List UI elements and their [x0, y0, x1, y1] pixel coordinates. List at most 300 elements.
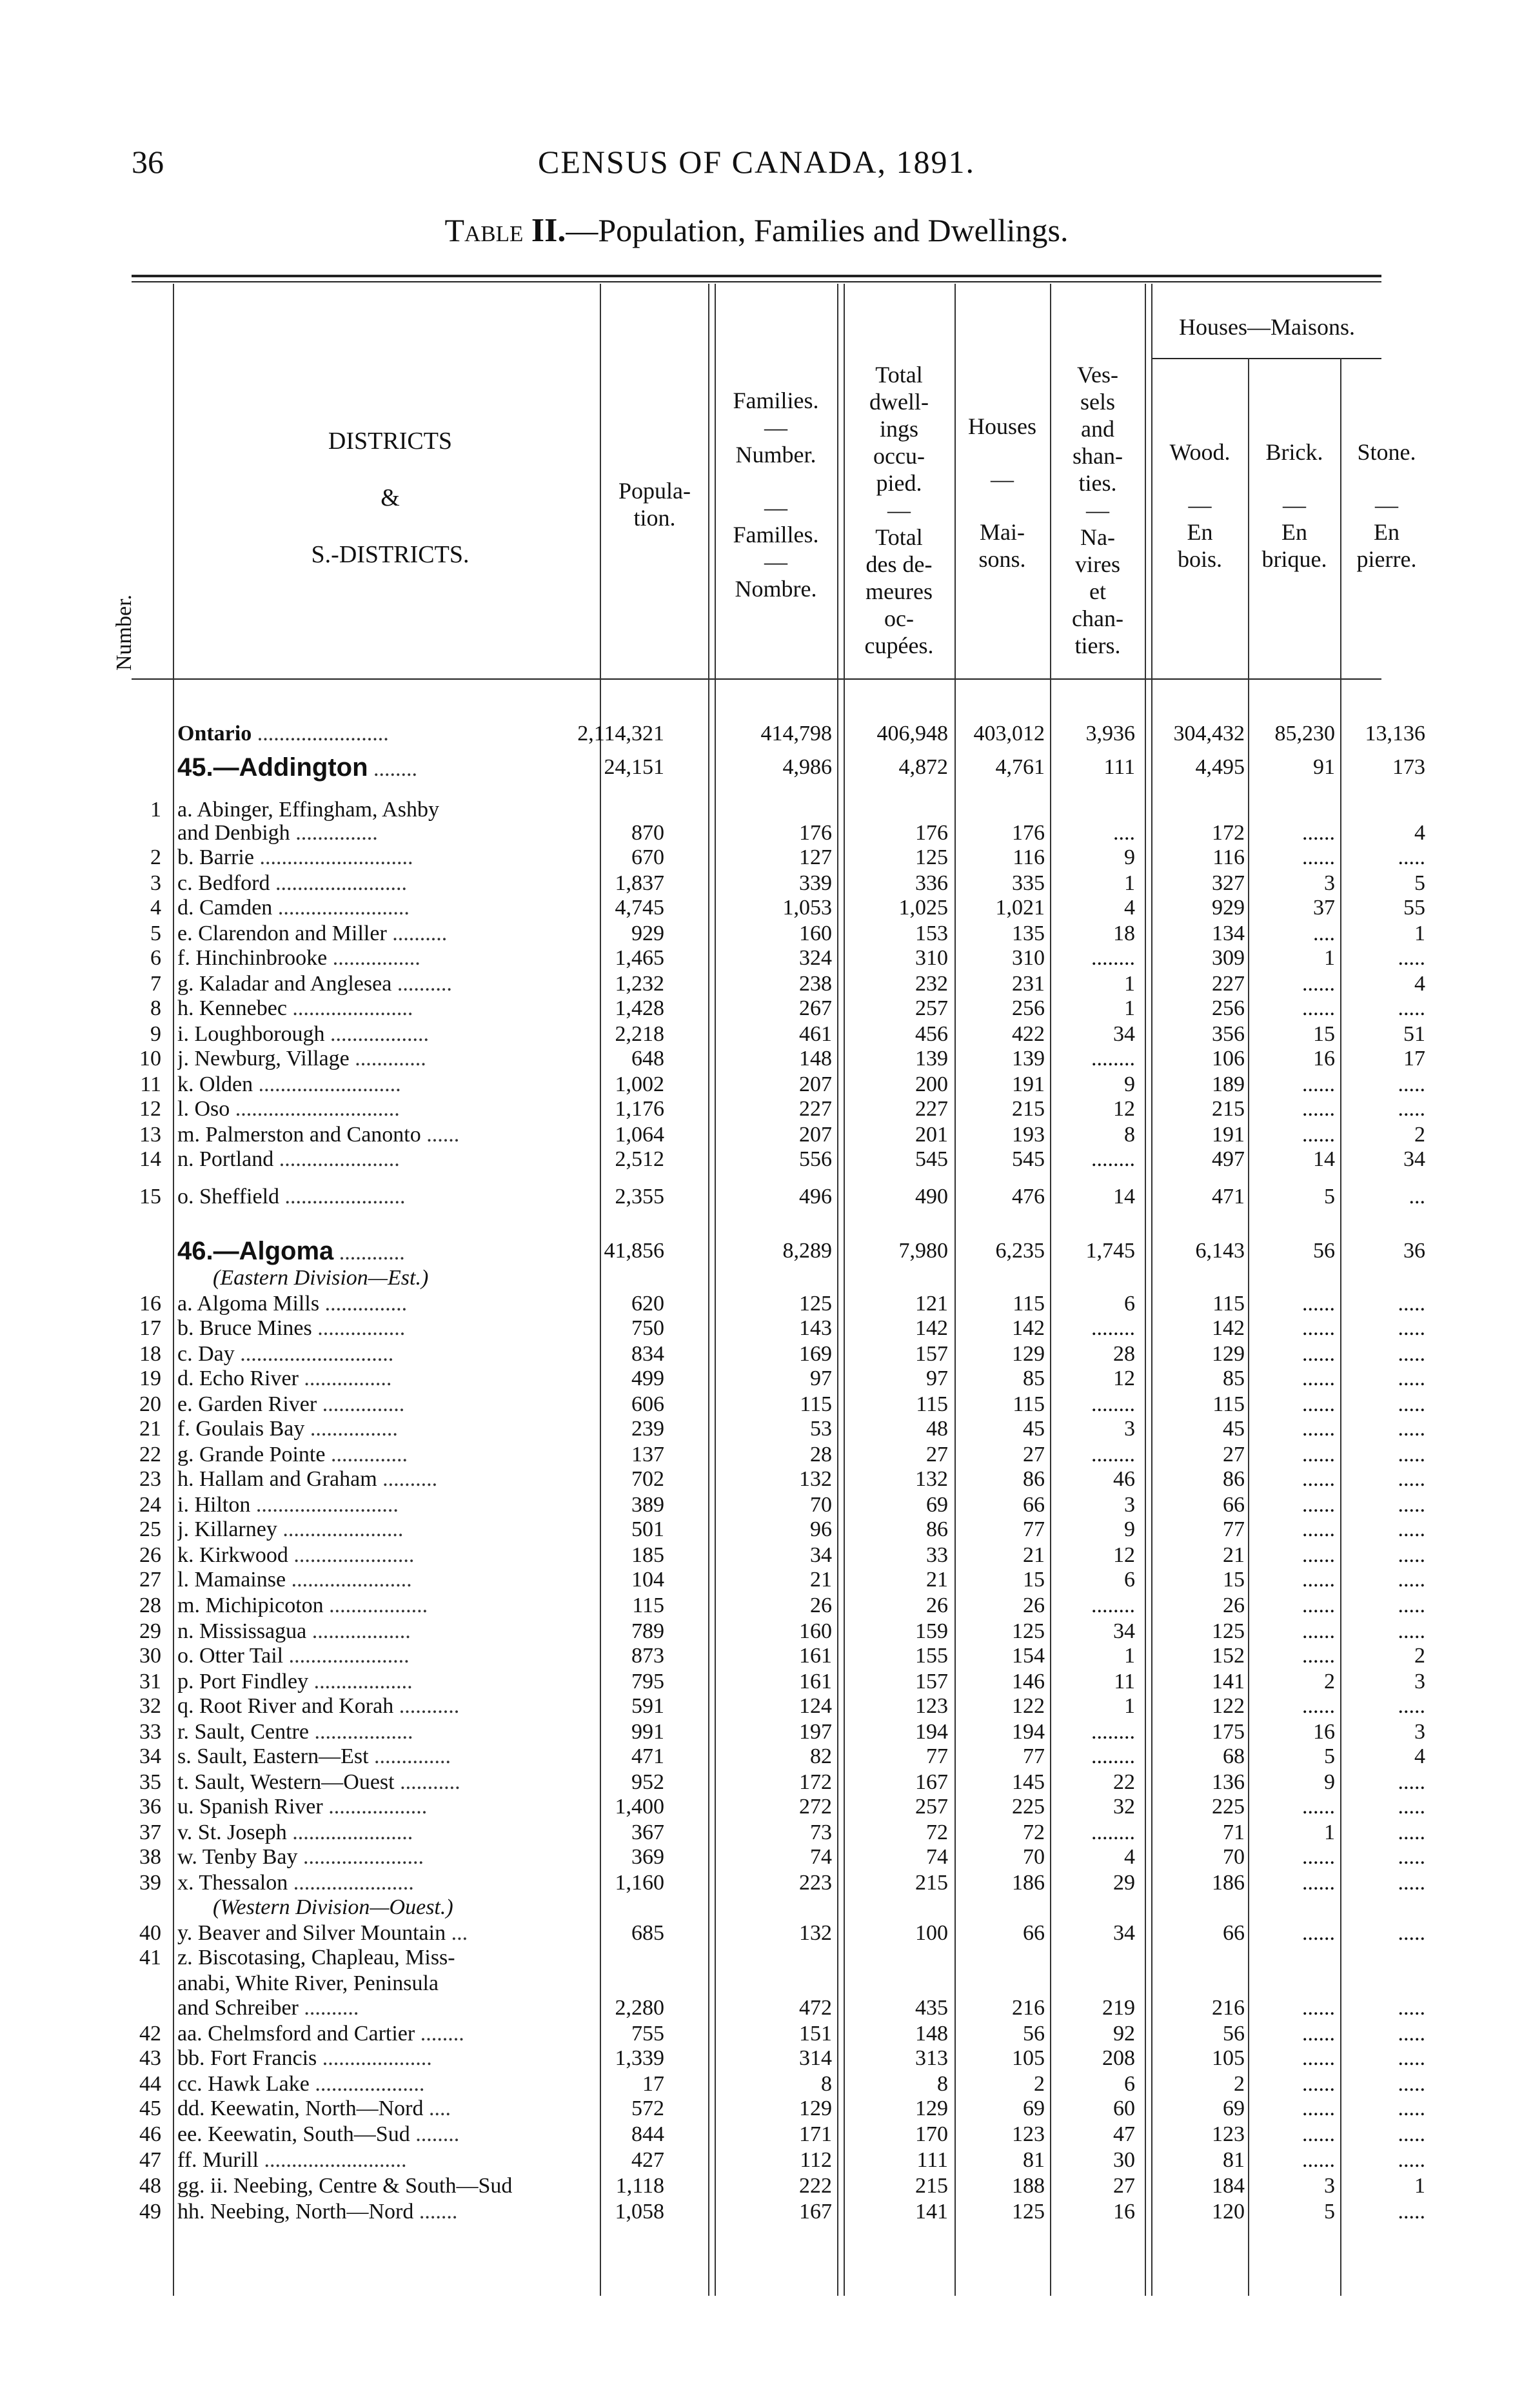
cell-name: j. Killarney ...................... [177, 1517, 404, 1541]
cell-brick: ...... [1302, 1292, 1335, 1316]
cell-stone: ..... [1398, 1443, 1425, 1466]
cell-dw: 148 [915, 2022, 948, 2046]
cell-wood: 172 [1212, 821, 1245, 845]
cell-no: 12 [139, 1097, 161, 1121]
cell-fam: 34 [810, 1543, 832, 1567]
cell-dw: 21 [926, 1568, 948, 1592]
cell-pop: 1,232 [615, 972, 664, 996]
cell-hs: 85 [1023, 1367, 1045, 1390]
table-row [0, 1466, 1513, 1492]
cell-ves: 18 [1113, 922, 1135, 945]
cell-wood: 86 [1223, 1467, 1245, 1491]
cell-hs: 154 [1012, 1644, 1045, 1668]
dwellings-header: Total dwell- ings occu- pied. — Total des de- meures oc- cupées. [864, 362, 934, 658]
cell-name: 45.—Addington ........ [177, 755, 418, 782]
cell-ves: 34 [1113, 1921, 1135, 1945]
cell-fam: 160 [799, 922, 832, 945]
cell-wood: 71 [1223, 1821, 1245, 1844]
table-row [0, 2071, 1513, 2097]
top-rule-thin [132, 281, 1381, 282]
cell-fam: 169 [799, 1342, 832, 1366]
table-row [0, 1971, 1513, 1997]
cell-name: e. Garden River ............... [177, 1392, 405, 1416]
cell-dw: 1,025 [898, 896, 948, 920]
cell-ves: 11 [1114, 1670, 1135, 1693]
cell-pop: 1,428 [615, 996, 664, 1020]
cell-no: 48 [139, 2174, 161, 2198]
cell-ves: 46 [1113, 1467, 1135, 1491]
cell-ves: 32 [1113, 1795, 1135, 1819]
cell-ves: ........ [1091, 1594, 1135, 1617]
cell-ves: 12 [1113, 1543, 1135, 1567]
cell-hs: 145 [1012, 1770, 1045, 1794]
cell-wood: 184 [1212, 2174, 1245, 2198]
cell-wood: 129 [1212, 1342, 1245, 1366]
cell-brick: 16 [1313, 1720, 1335, 1744]
cell-hs: 142 [1012, 1316, 1045, 1340]
cell-no: 28 [139, 1594, 161, 1617]
cell-wood: 215 [1212, 1097, 1245, 1121]
cell-stone: 2 [1414, 1644, 1425, 1668]
cell-wood: 26 [1223, 1594, 1245, 1617]
top-rule [132, 275, 1381, 277]
cell-name: b. Barrie ............................ [177, 845, 413, 869]
cell-no: 5 [150, 922, 161, 945]
cell-no: 35 [139, 1770, 161, 1794]
table-row [0, 1517, 1513, 1543]
cell-brick: 14 [1313, 1147, 1335, 1171]
cell-ves: 14 [1113, 1185, 1135, 1209]
cell-no: 14 [139, 1147, 161, 1171]
cell-no: 9 [150, 1022, 161, 1046]
cell-stone: ..... [1398, 1568, 1425, 1592]
cell-ves: 12 [1113, 1097, 1135, 1121]
table-row [0, 1820, 1513, 1846]
cell-wood: 327 [1212, 871, 1245, 895]
cell-brick: 56 [1313, 1239, 1335, 1263]
cell-wood: 125 [1212, 1619, 1245, 1643]
cell-name: f. Goulais Bay ................ [177, 1417, 398, 1441]
table-row [0, 820, 1513, 846]
cell-brick: 85,230 [1274, 722, 1335, 745]
cell-ves: 111 [1103, 755, 1135, 779]
cell-fam: 143 [799, 1316, 832, 1340]
cell-hs: 194 [1012, 1720, 1045, 1744]
cell-ves: ........ [1091, 1047, 1135, 1071]
table-row [0, 1870, 1513, 1896]
cell-pop: 389 [631, 1493, 664, 1517]
cell-ves: ........ [1091, 1392, 1135, 1416]
cell-dw: 69 [926, 1493, 948, 1517]
cell-no: 37 [139, 1821, 161, 1844]
cell-pop: 185 [631, 1543, 664, 1567]
cell-hs: 81 [1023, 2148, 1045, 2172]
cell-pop: 137 [631, 1443, 664, 1466]
cell-pop: 17 [642, 2072, 664, 2096]
cell-fam: 556 [799, 1147, 832, 1171]
cell-fam: 461 [799, 1022, 832, 1046]
cell-name: n. Portland ...................... [177, 1147, 400, 1171]
cell-wood: 115 [1212, 1292, 1245, 1316]
cell-stone: ..... [1398, 1072, 1425, 1096]
cell-stone: ..... [1398, 1770, 1425, 1794]
cell-name: l. Mamainse ...................... [177, 1568, 412, 1592]
cell-pop: 670 [631, 845, 664, 869]
cell-name: p. Port Findley .................. [177, 1670, 413, 1693]
table-row [0, 996, 1513, 1021]
cell-wood: 216 [1212, 1996, 1245, 2020]
cell-fam: 167 [799, 2200, 832, 2224]
cell-pop: 572 [631, 2097, 664, 2120]
cell-ves: ........ [1091, 1316, 1135, 1340]
cell-dw: 141 [915, 2200, 948, 2224]
table-row [0, 1543, 1513, 1568]
cell-no: 6 [150, 946, 161, 970]
cell-stone: 17 [1403, 1047, 1425, 1071]
cell-dw: 74 [926, 1845, 948, 1869]
cell-dw: 8 [937, 2072, 948, 2096]
brick-header: Brick. — En brique. [1261, 439, 1327, 572]
cell-hs: 105 [1012, 2046, 1045, 2070]
cell-stone: ..... [1398, 2122, 1425, 2146]
cell-dw: 336 [915, 871, 948, 895]
cell-brick: ...... [1302, 2148, 1335, 2172]
cell-pop: 2,355 [615, 1185, 664, 1209]
cell-stone: ..... [1398, 1996, 1425, 2020]
cell-name: o. Sheffield ...................... [177, 1185, 406, 1209]
cell-hs: 72 [1023, 1821, 1045, 1844]
cell-ves: 3,936 [1085, 722, 1135, 745]
cell-hs: 135 [1012, 922, 1045, 945]
cell-hs: 116 [1013, 845, 1045, 869]
table-row [0, 1619, 1513, 1644]
cell-pop: 991 [631, 1720, 664, 1744]
cell-hs: 122 [1012, 1694, 1045, 1718]
cell-ves: .... [1113, 821, 1135, 845]
table-row [0, 1920, 1513, 1946]
cell-stone: ..... [1398, 2072, 1425, 2096]
cell-name: a. Algoma Mills ............... [177, 1292, 408, 1316]
cell-pop: 591 [631, 1694, 664, 1718]
cell-pop: 620 [631, 1292, 664, 1316]
cell-wood: 142 [1212, 1316, 1245, 1340]
cell-ves: 1 [1124, 972, 1135, 996]
cell-wood: 123 [1212, 2122, 1245, 2146]
cell-dw: 155 [915, 1644, 948, 1668]
cell-wood: 141 [1212, 1670, 1245, 1693]
cell-hs: 193 [1012, 1123, 1045, 1147]
cell-fam: 267 [799, 996, 832, 1020]
cell-brick: 9 [1324, 1770, 1335, 1794]
table-row [0, 1392, 1513, 1417]
cell-hs: 139 [1012, 1047, 1045, 1071]
cell-dw: 100 [915, 1921, 948, 1945]
cell-brick: ...... [1302, 1342, 1335, 1366]
cell-wood: 356 [1212, 1022, 1245, 1046]
table-row [0, 1844, 1513, 1870]
cell-wood: 497 [1212, 1147, 1245, 1171]
cell-stone: ..... [1398, 996, 1425, 1020]
cell-no: 40 [139, 1921, 161, 1945]
cell-name: n. Mississagua .................. [177, 1619, 411, 1643]
cell-pop: 1,400 [615, 1795, 664, 1819]
table-row [0, 1341, 1513, 1367]
cell-pop: 685 [631, 1921, 664, 1945]
cell-fam: 496 [799, 1185, 832, 1209]
cell-hs: 2 [1034, 2072, 1045, 2096]
table-title-numeral: II. [531, 212, 566, 249]
cell-wood: 81 [1223, 2148, 1245, 2172]
cell-fam: 112 [800, 2148, 832, 2172]
cell-brick: ...... [1302, 1644, 1335, 1668]
cell-name: dd. Keewatin, North—Nord .... [177, 2097, 451, 2120]
number-header: Number. [112, 594, 136, 671]
cell-wood: 56 [1223, 2022, 1245, 2046]
cell-fam: 171 [799, 2122, 832, 2146]
cell-no: 30 [139, 1644, 161, 1668]
cell-no: 38 [139, 1845, 161, 1869]
cell-wood: 45 [1223, 1417, 1245, 1441]
table-row [0, 755, 1513, 780]
cell-name: h. Kennebec ...................... [177, 996, 413, 1020]
cell-name: z. Biscotasing, Chapleau, Miss- [177, 1946, 455, 1969]
cell-hs: 77 [1023, 1517, 1045, 1541]
cell-name: x. Thessalon ...................... [177, 1871, 414, 1895]
table-row [0, 1416, 1513, 1442]
table-row [0, 1096, 1513, 1122]
cell-no: 49 [139, 2200, 161, 2224]
cell-name: i. Hilton .......................... [177, 1493, 399, 1517]
cell-dw: 33 [926, 1543, 948, 1567]
cell-brick: ...... [1302, 1417, 1335, 1441]
cell-pop: 648 [631, 1047, 664, 1071]
cell-wood: 70 [1223, 1845, 1245, 1869]
cell-brick: ...... [1302, 1568, 1335, 1592]
cell-stone: 13,136 [1365, 722, 1425, 745]
cell-no: 13 [139, 1123, 161, 1147]
cell-ves: 29 [1113, 1871, 1135, 1895]
cell-wood: 304,432 [1173, 722, 1245, 745]
table-row [0, 1021, 1513, 1047]
table-row [0, 1442, 1513, 1468]
families-header: Families. — Number. — Familles. — Nombre. [733, 388, 819, 602]
cell-stone: ..... [1398, 2022, 1425, 2046]
cell-dw: 123 [915, 1694, 948, 1718]
cell-name: bb. Fort Francis .................... [177, 2046, 432, 2070]
cell-name: k. Kirkwood ...................... [177, 1543, 415, 1567]
cell-brick: ...... [1302, 2022, 1335, 2046]
table-row [0, 2199, 1513, 2225]
cell-wood: 256 [1212, 996, 1245, 1020]
cell-stone: 1 [1414, 922, 1425, 945]
table-row [0, 1122, 1513, 1148]
cell-brick: 5 [1324, 2200, 1335, 2224]
cell-ves: 16 [1113, 2200, 1135, 2224]
cell-ves: 1 [1124, 871, 1135, 895]
cell-stone: ..... [1398, 2097, 1425, 2120]
cell-fam: 21 [810, 1568, 832, 1592]
cell-no: 23 [139, 1467, 161, 1491]
cell-dw: 26 [926, 1594, 948, 1617]
cell-brick: 3 [1324, 2174, 1335, 2198]
cell-name: and Schreiber .......... [177, 1996, 359, 2020]
cell-no: 8 [150, 996, 161, 1020]
cell-brick: 5 [1324, 1185, 1335, 1209]
cell-dw: 200 [915, 1072, 948, 1096]
table-row [0, 1072, 1513, 1098]
table-row [0, 1265, 1513, 1291]
cell-dw: 121 [915, 1292, 948, 1316]
cell-hs: 125 [1012, 1619, 1045, 1643]
table-row [0, 1147, 1513, 1172]
cell-ves: 1 [1124, 1694, 1135, 1718]
cell-dw: 170 [915, 2122, 948, 2146]
cell-stone: ..... [1398, 1821, 1425, 1844]
cell-brick: ...... [1302, 1619, 1335, 1643]
cell-name: l. Oso .............................. [177, 1097, 400, 1121]
table-title [0, 212, 1513, 250]
cell-wood: 929 [1212, 896, 1245, 920]
cell-no: 36 [139, 1795, 161, 1819]
cell-wood: 21 [1223, 1543, 1245, 1567]
cell-no: 44 [139, 2072, 161, 2096]
cell-hs: 146 [1012, 1670, 1045, 1693]
cell-dw: 129 [915, 2097, 948, 2120]
cell-brick: 3 [1324, 871, 1335, 895]
cell-stone: ..... [1398, 1871, 1425, 1895]
cell-stone: ..... [1398, 1316, 1425, 1340]
cell-fam: 74 [810, 1845, 832, 1869]
cell-pop: 750 [631, 1316, 664, 1340]
cell-pop: 702 [631, 1467, 664, 1491]
cell-stone: ..... [1398, 1543, 1425, 1567]
cell-fam: 272 [799, 1795, 832, 1819]
cell-brick: ...... [1302, 1694, 1335, 1718]
cell-dw: 157 [915, 1342, 948, 1366]
cell-dw: 456 [915, 1022, 948, 1046]
table-row [0, 1184, 1513, 1210]
cell-stone: ..... [1398, 1097, 1425, 1121]
cell-pop: 606 [631, 1392, 664, 1416]
cell-no: 18 [139, 1342, 161, 1366]
cell-ves: 9 [1124, 1072, 1135, 1096]
cell-stone: ..... [1398, 946, 1425, 970]
cell-brick: 16 [1313, 1047, 1335, 1071]
cell-hs: 115 [1013, 1392, 1045, 1416]
cell-brick: 1 [1324, 1821, 1335, 1844]
cell-brick: ...... [1302, 1921, 1335, 1945]
cell-wood: 15 [1223, 1568, 1245, 1592]
cell-fam: 127 [799, 845, 832, 869]
cell-dw: 406,948 [876, 722, 948, 745]
cell-brick: ...... [1302, 1097, 1335, 1121]
cell-pop: 471 [631, 1744, 664, 1768]
cell-ves: 22 [1113, 1770, 1135, 1794]
cell-wood: 85 [1223, 1367, 1245, 1390]
cell-name: m. Michipicoton .................. [177, 1594, 428, 1617]
cell-stone: ..... [1398, 2200, 1425, 2224]
houses-header: Houses — Mai- sons. [968, 413, 1036, 572]
cell-no: 29 [139, 1619, 161, 1643]
cell-ves: 219 [1102, 1996, 1135, 2020]
cell-fam: 97 [810, 1367, 832, 1390]
cell-hs: 191 [1012, 1072, 1045, 1096]
cell-stone: ..... [1398, 1367, 1425, 1390]
cell-name: a. Abinger, Effingham, Ashby [177, 798, 439, 822]
cell-no: 41 [139, 1946, 161, 1969]
cell-brick: ...... [1302, 1493, 1335, 1517]
cell-pop: 2,218 [615, 1022, 664, 1046]
cell-hs: 45 [1023, 1417, 1045, 1441]
cell-no: 15 [139, 1185, 161, 1209]
cell-brick: ...... [1302, 1543, 1335, 1567]
wood-header: Wood. — En bois. [1169, 439, 1231, 572]
table-row [0, 971, 1513, 997]
cell-hs: 129 [1012, 1342, 1045, 1366]
cell-brick: 15 [1313, 1022, 1335, 1046]
cell-pop: 501 [631, 1517, 664, 1541]
page-number: 36 [132, 144, 164, 180]
cell-fam: 207 [799, 1123, 832, 1147]
cell-wood: 186 [1212, 1871, 1245, 1895]
cell-name: g. Grande Pointe .............. [177, 1443, 408, 1466]
cell-stone: ... [1409, 1185, 1425, 1209]
cell-pop: 2,280 [615, 1996, 664, 2020]
cell-no: 32 [139, 1694, 161, 1718]
cell-no: 10 [139, 1047, 161, 1071]
cell-brick: .... [1313, 922, 1335, 945]
cell-pop: 870 [631, 821, 664, 845]
cell-name: k. Olden .......................... [177, 1072, 401, 1096]
cell-fam: 115 [800, 1392, 832, 1416]
cell-fam: 339 [799, 871, 832, 895]
cell-name: b. Bruce Mines ................ [177, 1316, 406, 1340]
cell-fam: 324 [799, 946, 832, 970]
cell-fam: 132 [799, 1921, 832, 1945]
cell-stone: ..... [1398, 1594, 1425, 1617]
cell-brick: ...... [1302, 821, 1335, 845]
cell-no: 22 [139, 1443, 161, 1466]
table-row [0, 921, 1513, 947]
cell-stone: ..... [1398, 2046, 1425, 2070]
cell-fam: 207 [799, 1072, 832, 1096]
cell-dw: 157 [915, 1670, 948, 1693]
table-row [0, 1945, 1513, 1971]
cell-ves: 1 [1124, 996, 1135, 1020]
cell-wood: 68 [1223, 1744, 1245, 1768]
cell-hs: 403,012 [973, 722, 1045, 745]
cell-stone: 34 [1403, 1147, 1425, 1171]
cell-fam: 238 [799, 972, 832, 996]
cell-fam: 26 [810, 1594, 832, 1617]
cell-brick: ...... [1302, 1443, 1335, 1466]
cell-ves: 47 [1113, 2122, 1135, 2146]
cell-ves: 208 [1102, 2046, 1135, 2070]
cell-brick: ...... [1302, 2072, 1335, 2096]
cell-stone: ..... [1398, 1517, 1425, 1541]
cell-wood: 189 [1212, 1072, 1245, 1096]
table-row [0, 1719, 1513, 1745]
table-row [0, 1693, 1513, 1719]
cell-name: m. Palmerston and Canonto ...... [177, 1123, 460, 1147]
table-row [0, 1567, 1513, 1593]
table-row [0, 1046, 1513, 1072]
cell-stone: ..... [1398, 1417, 1425, 1441]
cell-ves: ........ [1091, 1821, 1135, 1844]
cell-brick: ...... [1302, 1123, 1335, 1147]
cell-dw: 97 [926, 1367, 948, 1390]
cell-name: y. Beaver and Silver Mountain ... [177, 1921, 468, 1945]
